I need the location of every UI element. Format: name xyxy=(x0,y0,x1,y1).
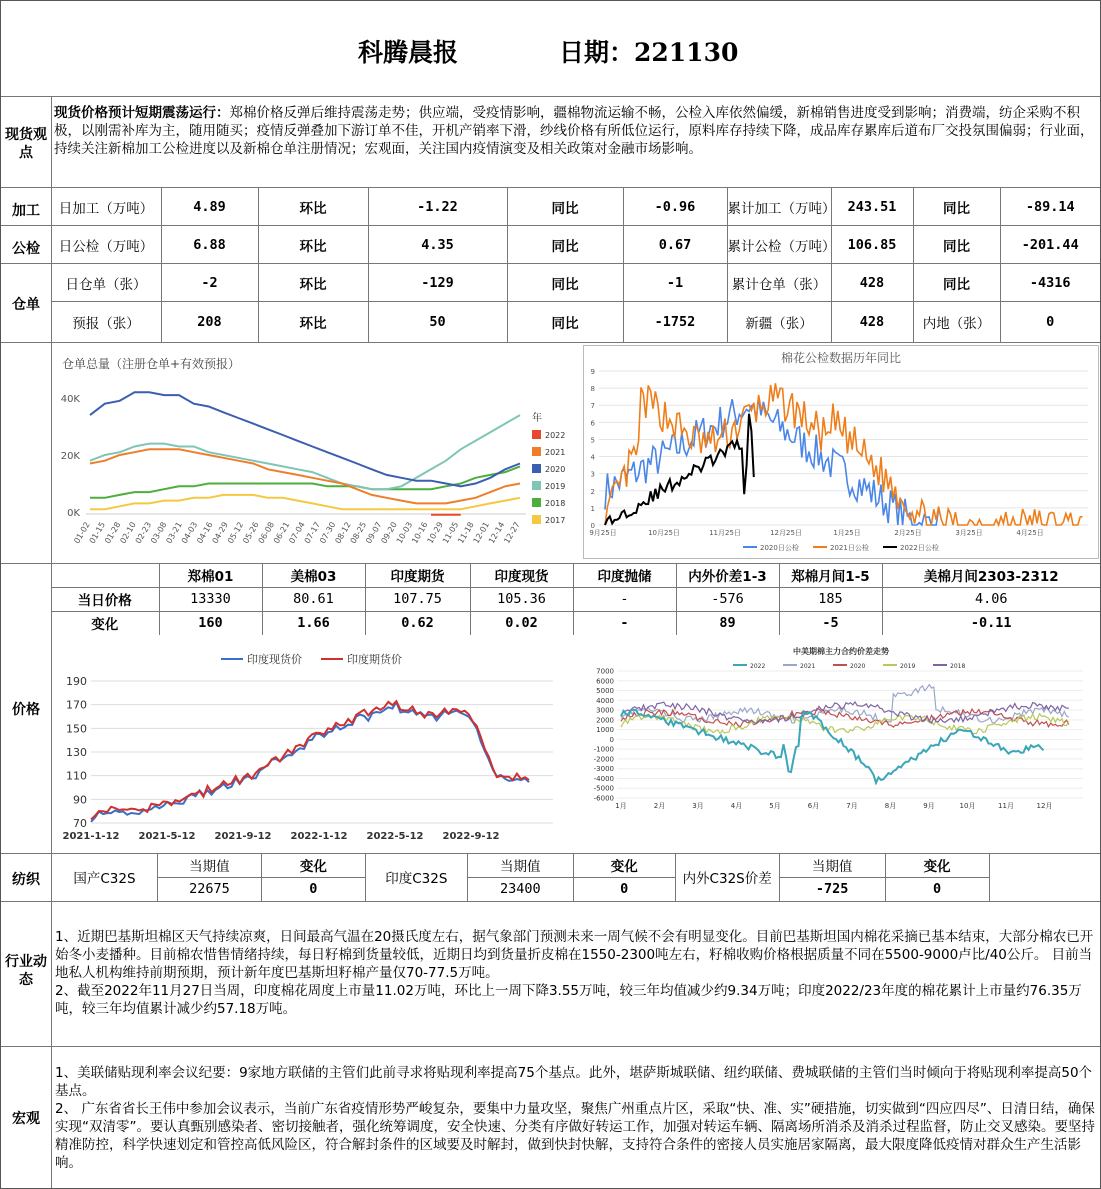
price-value: -0.11 xyxy=(882,611,1100,635)
price-row-label: 当日价格 xyxy=(51,587,159,611)
spot-view-section xyxy=(1,96,1100,188)
x-tick-label: 05-12 xyxy=(225,520,246,546)
x-tick-label: 03-08 xyxy=(149,520,169,546)
price-value: -5 xyxy=(779,611,882,635)
cell-label: 环比 xyxy=(258,264,368,302)
y-tick-label: 1000 xyxy=(596,726,614,735)
macro-text xyxy=(55,1064,1095,1172)
x-tick-label: 10-03 xyxy=(394,520,415,546)
y-tick-label: 6 xyxy=(590,419,595,428)
cell-value: -89.14 xyxy=(1000,188,1100,226)
spot-view-text xyxy=(54,104,1096,158)
series-2020-line xyxy=(90,392,520,486)
cell-label: 累计仓单（张） xyxy=(727,264,831,302)
cell-label: 同比 xyxy=(913,188,1000,226)
y-tick-label: 5000 xyxy=(596,687,614,696)
y-tick-label: 6000 xyxy=(596,677,614,686)
legend-label: 2022 xyxy=(750,663,766,670)
legend-label: 2022 xyxy=(545,431,566,440)
cn-us-spread-chart xyxy=(583,643,1099,849)
chart-title: 仓单总量（注册仓单+有效预报） xyxy=(62,357,241,371)
price-header: 印度期货 xyxy=(365,563,470,587)
stats-table xyxy=(1,187,1100,343)
cell-label: 累计加工（万吨） xyxy=(727,188,831,226)
cell-label: 新疆（张） xyxy=(727,302,831,343)
y-tick-label: -2000 xyxy=(593,755,614,764)
y-tick-label: 70 xyxy=(73,817,87,830)
y-tick-label: -3000 xyxy=(593,765,614,774)
x-tick-label: 4月 xyxy=(730,802,743,810)
y-tick-label: 4000 xyxy=(596,696,614,705)
x-tick-label: 2021-9-12 xyxy=(214,831,272,842)
legend-label: 2022日公检 xyxy=(900,544,939,552)
cell-header: 当期值 xyxy=(779,853,885,877)
cell-value: -129 xyxy=(368,264,507,302)
legend-label: 2021 xyxy=(800,663,816,670)
price-header: 内外价差1-3 xyxy=(676,563,779,587)
x-tick-label: 3月 xyxy=(692,802,704,810)
y-tick-label: 150 xyxy=(66,722,87,736)
cell-label: 累计公检（万吨） xyxy=(727,226,831,264)
x-tick-label: 12-01 xyxy=(471,520,492,546)
price-header: 印度抛储 xyxy=(573,563,676,587)
cell-value: 0 xyxy=(1000,302,1100,343)
price-value: 1.66 xyxy=(262,611,365,635)
legend-swatch xyxy=(532,464,541,473)
y-tick-label: 0K xyxy=(67,508,80,519)
price-value: 0.02 xyxy=(470,611,573,635)
cell-label: 同比 xyxy=(913,226,1000,264)
legend-label: 2021日公检 xyxy=(830,544,869,552)
x-tick-label: 03-21 xyxy=(164,520,184,546)
y-tick-label: 9 xyxy=(590,368,595,376)
macro-p1: 1、美联储贴现利率会议纪要：9家地方联储的主管们此前寻求将贴现利率提高75个基点。此外，堪萨斯城联储、纽约联储、费城联储的主管们当时倾向于将贴现利率提高50个基点。 xyxy=(55,1065,1093,1099)
label-jiagong: 加工 xyxy=(12,203,40,219)
cell-value: -1 xyxy=(623,264,727,302)
x-tick-label: 07-04 xyxy=(287,520,307,546)
cell-label: 内地（张） xyxy=(913,302,1000,343)
legend-swatch xyxy=(532,498,541,507)
legend-label: 2021 xyxy=(545,448,566,457)
india-futures-line xyxy=(91,701,529,819)
cell-value: 428 xyxy=(831,264,913,302)
cell-value: 0.67 xyxy=(623,226,727,264)
x-tick-label: 9月25日 xyxy=(589,529,617,537)
label-cangdan: 仓单 xyxy=(12,297,40,313)
y-tick-label: 5 xyxy=(590,436,595,445)
x-tick-label: 3月25日 xyxy=(955,529,983,537)
legend-label: 印度期货价 xyxy=(347,653,402,666)
price-value: 4.06 xyxy=(882,587,1100,611)
y-tick-label: 20K xyxy=(60,451,80,462)
spot-view-label: 现货观点 xyxy=(5,127,47,161)
x-tick-label: 08-12 xyxy=(333,520,353,546)
spot-view-body: 郑棉价格反弹后维持震荡走势；供应端，受疫情影响，疆棉物流运输不畅，公检入库依然偏缓，新棉销售进度受到影响；消费端，纺企采购不积极，以刚需补库为主，随用随买；疫情反弹叠加下游订单不佳，开机产销率下滑，纱线价格有所低位运行，原料库存持续下降，成品库存累库后道布厂交投氛围偏弱；行业面，持续关注新棉加工公检进度以及新棉仓单注册情况；宏观面，关注国内疫情演变及相关政策对金融市场影响。 xyxy=(54,105,1094,157)
y-tick-label: -5000 xyxy=(593,784,614,793)
chart-title: 中美期棉主力合约价差走势 xyxy=(793,647,889,656)
x-tick-label: 2022-5-12 xyxy=(366,831,424,842)
price-header: 郑棉月间1-5 xyxy=(779,563,882,587)
price-value: 13330 xyxy=(159,587,262,611)
cell-value: -4316 xyxy=(1000,264,1100,302)
cell-value: 23400 xyxy=(467,877,573,901)
price-header: 郑棉01 xyxy=(159,563,262,587)
cell-value: 428 xyxy=(831,302,913,343)
industry-p1: 1、近期巴基斯坦棉区天气持续凉爽，日间最高气温在20摄氏度左右，据气象部门预测未来一周气候不会有明显变化。目前巴基斯坦国内棉花采摘已基本结束，大部分棉农已开始冬小麦播种。目前棉农惜售情绪持续，每日籽棉到货量较低，近期日均到货量折皮棉在1550-2300吨左右，籽棉收购价格根据质量不同在5500-9000卢比/40公斤。 目前当地私人机构维持前期预期，预计新年度巴基斯坦籽棉产量仅70-77.5万吨。 xyxy=(55,929,1094,981)
cell-label: 同比 xyxy=(507,226,623,264)
cell-label: 环比 xyxy=(258,302,368,343)
macro-section xyxy=(1,1046,1100,1188)
x-tick-label: 12-27 xyxy=(502,520,522,546)
x-tick-label: 09-07 xyxy=(364,520,384,546)
x-tick-label: 2月 xyxy=(653,802,666,810)
cell-label: 同比 xyxy=(913,264,1000,302)
report-title: 科腾晨报 xyxy=(358,38,459,67)
cell-label: 内外C32S价差 xyxy=(675,853,779,901)
gongjian-yoy-chart xyxy=(583,345,1099,559)
cell-label: 同比 xyxy=(507,302,623,343)
warrant-total-chart xyxy=(56,346,566,560)
x-tick-label: 06-08 xyxy=(256,520,277,546)
legend-label: 2020日公检 xyxy=(760,544,799,552)
chart-title: 棉花公检数据历年同比 xyxy=(780,351,902,365)
cell-label: 环比 xyxy=(258,226,368,264)
x-tick-label: 04-03 xyxy=(179,520,200,546)
x-tick-label: 12月 xyxy=(1036,802,1053,810)
charts-row-1 xyxy=(1,342,1100,564)
cell-value: 106.85 xyxy=(831,226,913,264)
x-tick-label: 04-29 xyxy=(210,520,230,546)
x-tick-label: 10月25日 xyxy=(648,529,680,537)
price-value: 105.36 xyxy=(470,587,573,611)
price-header: 美棉月间2303-2312 xyxy=(882,563,1100,587)
legend-label: 2019 xyxy=(900,663,916,670)
x-tick-label: 06-21 xyxy=(271,520,292,546)
legend-swatch xyxy=(532,430,541,439)
textile-label: 纺织 xyxy=(12,872,40,888)
legend-swatch xyxy=(532,447,541,456)
x-tick-label: 02-10 xyxy=(118,520,138,546)
price-label: 价格 xyxy=(12,702,40,718)
x-tick-label: 9月 xyxy=(923,802,935,810)
cell-label: 预报（张） xyxy=(51,302,161,343)
price-section xyxy=(1,563,1100,854)
x-tick-label: 7月 xyxy=(846,802,858,810)
industry-label: 行业动态 xyxy=(5,954,47,988)
price-value: 185 xyxy=(779,587,882,611)
cell-value: -2 xyxy=(161,264,258,302)
y-tick-label: 7 xyxy=(590,402,595,411)
india-price-chart xyxy=(61,647,561,847)
industry-section xyxy=(1,901,1100,1047)
y-tick-label: 1 xyxy=(590,504,595,513)
report-header xyxy=(1,1,1100,97)
x-tick-label: 11-05 xyxy=(440,520,461,546)
legend-label: 2020 xyxy=(850,663,866,670)
cell-value: -0.96 xyxy=(623,188,727,226)
legend-swatch xyxy=(532,481,541,490)
price-header: 美棉03 xyxy=(262,563,365,587)
price-value: -576 xyxy=(676,587,779,611)
legend-label: 2018 xyxy=(545,499,566,508)
price-row-label: 变化 xyxy=(51,611,159,635)
y-tick-label: 90 xyxy=(73,793,87,807)
cell-header: 变化 xyxy=(885,853,989,877)
x-tick-label: 11月25日 xyxy=(709,529,741,537)
x-tick-label: 07-30 xyxy=(318,520,338,546)
cell-value: 0 xyxy=(573,877,675,901)
x-tick-label: 04-16 xyxy=(195,520,215,546)
y-tick-label: 8 xyxy=(590,385,595,394)
cell-value: -1.22 xyxy=(368,188,507,226)
price-value: 160 xyxy=(159,611,262,635)
x-tick-label: 8月 xyxy=(884,802,897,810)
y-tick-label: 4 xyxy=(590,453,595,462)
label-gongjian: 公检 xyxy=(12,241,40,257)
x-tick-label: 01-02 xyxy=(72,520,92,546)
legend-label: 2020 xyxy=(545,465,566,474)
x-tick-label: 02-23 xyxy=(133,520,154,546)
x-tick-label: 11月 xyxy=(998,802,1014,810)
cell-label: 日仓单（张） xyxy=(51,264,161,302)
legend-label: 2017 xyxy=(545,516,566,525)
y-tick-label: 3000 xyxy=(596,706,614,715)
x-tick-label: 11-18 xyxy=(456,520,476,546)
price-table xyxy=(51,563,1100,635)
y-tick-label: 0 xyxy=(609,735,614,744)
y-tick-label: -6000 xyxy=(593,794,614,803)
price-value: 89 xyxy=(676,611,779,635)
x-tick-label: 01-15 xyxy=(87,520,108,546)
industry-text xyxy=(55,928,1095,1018)
y-tick-label: 7000 xyxy=(596,667,614,676)
legend-label: 2019 xyxy=(545,482,566,491)
x-tick-label: 12-14 xyxy=(486,520,507,546)
cell-label: 日加工（万吨） xyxy=(51,188,161,226)
y-tick-label: -1000 xyxy=(593,745,614,754)
series-2021-line xyxy=(90,449,520,503)
x-tick-label: 2022-9-12 xyxy=(442,831,500,842)
cell-value: -1752 xyxy=(623,302,727,343)
macro-label: 宏观 xyxy=(12,1111,40,1127)
price-header: 印度现货 xyxy=(470,563,573,587)
x-tick-label: 5月 xyxy=(769,802,781,810)
legend-title: 年 xyxy=(532,413,542,424)
x-tick-label: 2021-1-12 xyxy=(62,831,120,842)
cell-value: 208 xyxy=(161,302,258,343)
price-value: 0.62 xyxy=(365,611,470,635)
cell-value: 50 xyxy=(368,302,507,343)
cell-header: 当期值 xyxy=(467,853,573,877)
y-tick-label: -4000 xyxy=(593,774,614,783)
textile-section xyxy=(1,853,1100,902)
x-tick-label: 2021-5-12 xyxy=(138,831,196,842)
cell-label: 同比 xyxy=(507,264,623,302)
x-tick-label: 09-20 xyxy=(379,520,399,546)
cell-value: 6.88 xyxy=(161,226,258,264)
x-tick-label: 05-26 xyxy=(241,520,261,546)
cell-label: 环比 xyxy=(258,188,368,226)
spot-view-lead: 现货价格预计短期震荡运行： xyxy=(54,105,230,121)
x-tick-label: 2月25日 xyxy=(894,529,922,537)
cell-value: -725 xyxy=(779,877,885,901)
x-tick-label: 6月 xyxy=(807,802,820,810)
cell-label: 日公检（万吨） xyxy=(51,226,161,264)
x-tick-label: 10-16 xyxy=(410,520,430,546)
price-value: 107.75 xyxy=(365,587,470,611)
cell-header: 当期值 xyxy=(157,853,261,877)
cell-value: 243.51 xyxy=(831,188,913,226)
y-tick-label: 2000 xyxy=(596,716,614,725)
x-tick-label: 4月25日 xyxy=(1016,529,1044,537)
x-tick-label: 12月25日 xyxy=(770,529,802,537)
cell-header: 变化 xyxy=(573,853,675,877)
report-date: 日期：221130 xyxy=(559,38,739,67)
x-tick-label: 01-28 xyxy=(103,520,123,546)
price-value: - xyxy=(573,587,676,611)
cell-value: 22675 xyxy=(157,877,261,901)
cell-label: 国产C32S xyxy=(52,853,158,901)
cell-value: 0 xyxy=(261,877,365,901)
y-tick-label: 0 xyxy=(590,522,595,530)
cell-header: 变化 xyxy=(261,853,365,877)
x-tick-label: 10-29 xyxy=(425,520,445,546)
x-tick-label: 1月 xyxy=(615,802,627,810)
industry-p2: 2、截至2022年11月27日当周，印度棉花周度上市量11.02万吨，环比上一周下降3.55万吨，较三年均值减少约9.34万吨；印度2022/23年度的棉花累计上市量约76.35万吨，较三年均值累计减少约57.18万吨。 xyxy=(55,983,1082,1017)
cell-label: 印度C32S xyxy=(365,853,467,901)
textile-table xyxy=(51,853,1100,902)
price-value: - xyxy=(573,611,676,635)
cell-value: -201.44 xyxy=(1000,226,1100,264)
price-value: 80.61 xyxy=(262,587,365,611)
legend-label: 2018 xyxy=(950,663,966,670)
y-tick-label: 170 xyxy=(66,698,87,712)
cell-value: 4.89 xyxy=(161,188,258,226)
cell-value: 0 xyxy=(885,877,989,901)
y-tick-label: 3 xyxy=(590,470,595,479)
x-tick-label: 1月25日 xyxy=(833,529,861,537)
x-tick-label: 10月 xyxy=(959,802,976,810)
x-tick-label: 08-25 xyxy=(348,520,369,546)
legend-label: 印度现货价 xyxy=(247,653,302,666)
macro-p2: 2、 广东省省长王伟中参加会议表示，当前广东省疫情形势严峻复杂，要集中力量攻坚，聚焦广州重点片区，采取“快、准、实”硬措施，切实做到“四应四尽”、日清日结，确保实现“双清零”。要认真甄别感染者、密切接触者，强化统筹调度，安全快速、分类有序做好转运工作，加强对转运车辆、隔离场所消杀及消杀过程监督，防止交叉感染。要坚持精准防控，科学快速划定和管控高低风险区，符合解封条件的区域要及时解封，做到快封快解，支持符合条件的密接人员实施居家隔离，最大限度降低疫情对群众生产生活影响。 xyxy=(55,1101,1095,1171)
cell-label: 同比 xyxy=(507,188,623,226)
y-tick-label: 190 xyxy=(66,675,87,688)
x-tick-label: 07-17 xyxy=(302,520,323,546)
y-tick-label: 130 xyxy=(66,746,87,759)
stats-section xyxy=(1,187,1100,343)
x-tick-label: 2022-1-12 xyxy=(290,831,348,842)
series-2019-line xyxy=(90,415,520,489)
y-tick-label: 110 xyxy=(66,769,87,783)
cell-value: 4.35 xyxy=(368,226,507,264)
legend-swatch xyxy=(532,515,541,524)
y-tick-label: 2 xyxy=(590,487,595,496)
y-tick-label: 40K xyxy=(60,394,80,405)
